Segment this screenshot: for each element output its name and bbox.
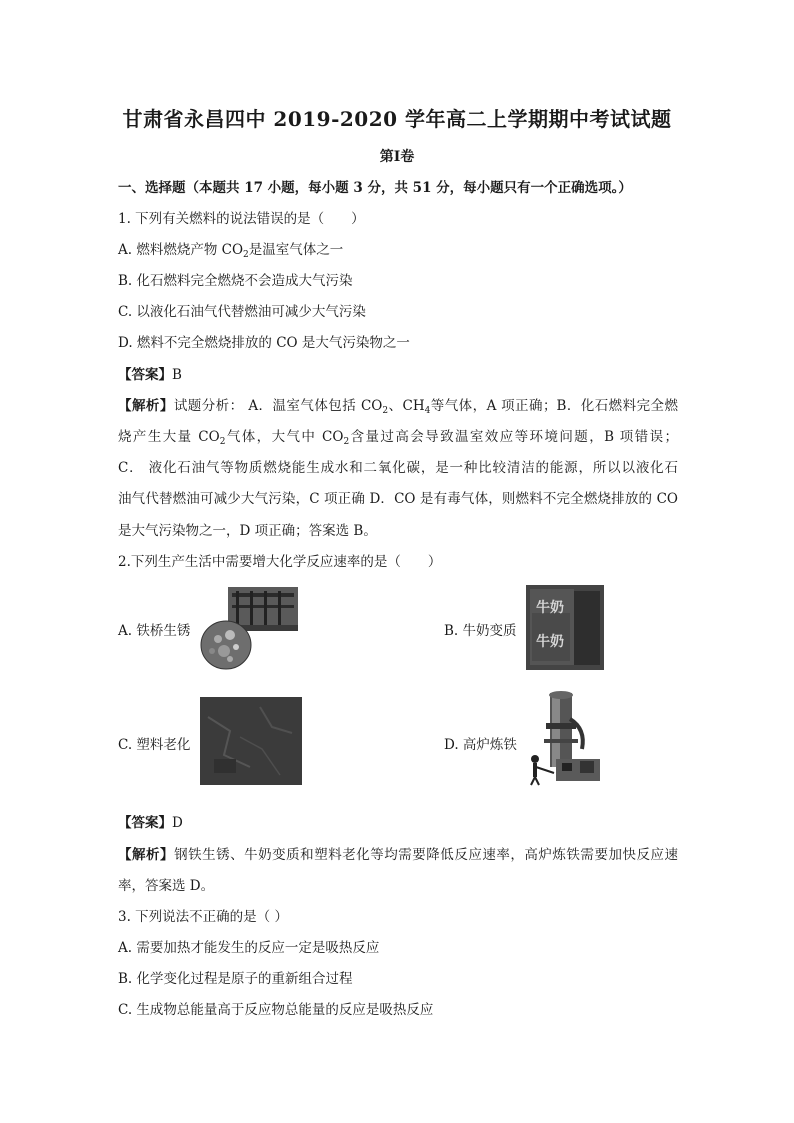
q2-analysis-line-2: 率，答案选 D。 xyxy=(118,878,215,894)
q1-option-a-sub: 2 xyxy=(243,250,249,260)
q1-analysis-l2-sub2: 2 xyxy=(343,437,350,447)
q2-option-a: A. 铁桥生锈 xyxy=(118,623,191,639)
q1-analysis-line-3: C． 液化石油气等物质燃烧能生成水和二氧化碳，是一种比较清洁的能源，所以以液化石 xyxy=(118,460,678,476)
q1-answer-tag: 【答案】 xyxy=(118,367,172,383)
q1-analysis-line-1 xyxy=(118,394,678,416)
q1-analysis-l1-sub2: 4 xyxy=(424,406,431,416)
q1-answer xyxy=(118,363,182,383)
spoiled-milk-image xyxy=(526,585,604,670)
q3-option-b: B. 化学变化过程是原子的重新组合过程 xyxy=(118,971,353,987)
q1-analysis-l1c: 等气体，A 项正确；B．化石燃料完全燃 xyxy=(430,398,678,414)
q1-analysis-l2b: 气体，大气中 CO xyxy=(225,429,344,445)
q1-answer-value: B xyxy=(172,367,182,383)
q1-option-b: B. 化石燃料完全燃烧不会造成大气污染 xyxy=(118,273,353,289)
q2-stem: 2.下列生产生活中需要增大化学反应速率的是（ ） xyxy=(118,554,442,570)
section-subtitle: 第Ⅰ卷 xyxy=(379,149,415,165)
q2-analysis-tag: 【解析】 xyxy=(118,847,175,863)
q2-answer-tag: 【答案】 xyxy=(118,815,172,831)
section-heading: 一、选择题（本题共 17 小题，每小题 3 分，共 51 分，每小题只有一个正确选项。） xyxy=(118,180,632,196)
q1-analysis-l2-sub1: 2 xyxy=(219,437,226,447)
aged-plastic-image xyxy=(200,697,302,785)
q2-option-d: D. 高炉炼铁 xyxy=(444,737,517,753)
q1-option-a-post: 是温室气体之一 xyxy=(248,242,344,258)
q1-option-c: C. 以液化石油气代替燃油可减少大气污染 xyxy=(118,304,366,320)
milk-label-2: 牛奶 xyxy=(536,634,564,650)
q1-option-a-pre: A. 燃料燃烧产物 CO xyxy=(118,242,244,258)
q1-option-a xyxy=(118,238,343,260)
q2-option-c: C. 塑料老化 xyxy=(118,737,191,753)
q3-stem: 3. 下列说法不正确的是（ ） xyxy=(118,909,288,925)
q1-analysis-l2c: 含量过高会导致温室效应等环境问题，B 项错误； xyxy=(349,429,678,445)
q1-analysis-line-4: 油气代替燃油可减少大气污染，C 项正确 D．CO 是有毒气体，则燃料不完全燃烧排放的 CO xyxy=(118,491,678,507)
blast-furnace-image xyxy=(526,689,606,789)
q2-answer xyxy=(118,811,183,831)
q1-analysis-l1-sub1: 2 xyxy=(382,406,389,416)
q1-analysis-l1b: 、CH xyxy=(388,398,425,414)
q3-option-c: C. 生成物总能量高于反应物总能量的反应是吸热反应 xyxy=(118,1002,434,1018)
rusty-bridge-image xyxy=(200,585,300,671)
q2-option-b: B. 牛奶变质 xyxy=(444,623,517,639)
q2-analysis-line-1 xyxy=(118,843,678,863)
q3-option-a: A. 需要加热才能发生的反应一定是吸热反应 xyxy=(118,940,380,956)
q1-analysis-l1a: 试题分析： A．温室气体包括 CO xyxy=(173,398,383,414)
page-title: 甘肃省永昌四中 2019-2020 学年高二上学期期中考试试题 xyxy=(122,107,672,131)
q1-analysis-line-2 xyxy=(118,425,678,447)
q1-analysis-tag: 【解析】 xyxy=(118,398,174,414)
q1-stem: 1. 下列有关燃料的说法错误的是（ ） xyxy=(118,211,365,227)
q2-answer-value: D xyxy=(172,815,183,831)
milk-label-1: 牛奶 xyxy=(536,600,564,616)
q1-option-d: D. 燃料不完全燃烧排放的 CO 是大气污染物之一 xyxy=(118,335,410,351)
q1-analysis-line-5: 是大气污染物之一，D 项正确；答案选 B。 xyxy=(118,523,377,539)
q2-analysis-l1: 钢铁生锈、牛奶变质和塑料老化等均需要降低反应速率，高炉炼铁需要加快反应速 xyxy=(174,847,679,863)
q1-analysis-l2a: 烧产生大量 CO xyxy=(118,429,220,445)
